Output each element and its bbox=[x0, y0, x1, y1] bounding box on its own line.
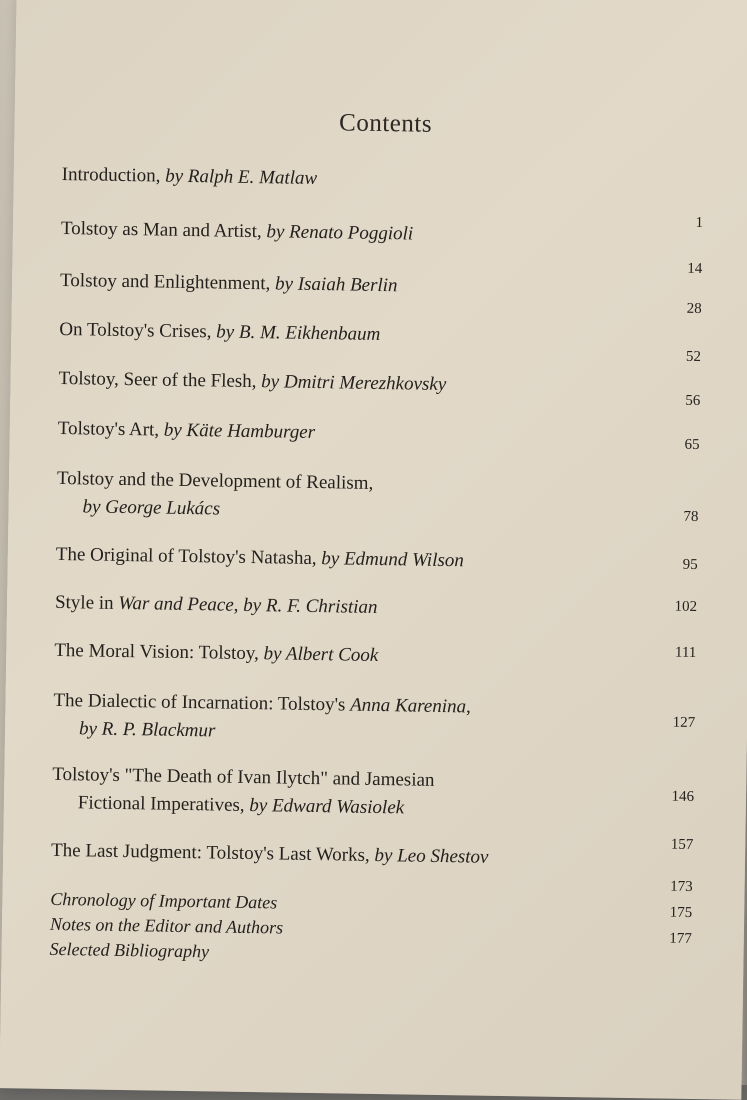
entry-page: 146 bbox=[671, 788, 695, 805]
toc-entry bbox=[52, 761, 613, 826]
back-matter-list bbox=[49, 887, 610, 971]
toc-entry bbox=[58, 415, 618, 452]
entry-title-post: , bbox=[465, 696, 471, 718]
entry-title: The Moral Vision: Tolstoy, bbox=[54, 639, 264, 665]
toc-entry bbox=[61, 215, 621, 252]
entry-author: by George Lukács bbox=[82, 496, 221, 520]
entry-title: Tolstoy as Man and Artist, bbox=[60, 217, 267, 243]
entry-author: by Isaiah Berlin bbox=[274, 273, 398, 297]
entry-page: 102 bbox=[674, 598, 698, 616]
toc-entry bbox=[58, 365, 618, 402]
toc-entry bbox=[55, 589, 615, 626]
toc-entry bbox=[54, 637, 614, 674]
entry-page: 14 bbox=[687, 260, 703, 278]
entry-title: Tolstoy and Enlightenment, bbox=[59, 269, 276, 295]
entry-page: 56 bbox=[685, 392, 701, 410]
back-matter-page: 177 bbox=[669, 930, 692, 947]
entry-title: Tolstoy's Art, bbox=[57, 417, 165, 441]
entry-title-italic: Anna Karenina bbox=[349, 694, 467, 718]
toc-entry bbox=[59, 316, 619, 353]
entry-page: 65 bbox=[684, 436, 700, 454]
entry-title: Tolstoy and the Development of Realism, bbox=[56, 467, 374, 494]
entry-title: Tolstoy, Seer of the Flesh, bbox=[58, 367, 262, 393]
back-matter-item: Notes on the Editor and Authors bbox=[49, 913, 284, 938]
toc-entry bbox=[56, 541, 616, 578]
toc-entry bbox=[62, 161, 622, 198]
entry-author: by B. M. Eikhenbaum bbox=[216, 321, 381, 345]
entry-title-post: , bbox=[233, 594, 244, 616]
entry-author: by Edmund Wilson bbox=[321, 548, 465, 572]
entry-page: 78 bbox=[683, 508, 699, 526]
back-matter-item: Selected Bibliography bbox=[49, 938, 210, 962]
entry-author: by Albert Cook bbox=[263, 643, 379, 667]
toc-entry bbox=[51, 837, 611, 874]
entry-title: Tolstoy's "The Death of Ivan Ilytch" and Jamesian bbox=[52, 763, 435, 791]
entry-author: by Dmitri Merezhkovsky bbox=[261, 371, 447, 396]
entry-title: The Last Judgment: Tolstoy's Last Works, bbox=[50, 839, 375, 866]
back-matter-page: 175 bbox=[669, 904, 693, 921]
entry-author: by Edward Wasiolek bbox=[249, 794, 405, 819]
back-matter-page: 173 bbox=[670, 878, 693, 895]
entry-page: 52 bbox=[685, 348, 702, 366]
entry-page: 127 bbox=[672, 714, 696, 731]
entry-author: by Renato Poggioli bbox=[266, 221, 414, 245]
entry-title-pre: Style in bbox=[54, 591, 119, 614]
entry-title-italic: War and Peace bbox=[118, 592, 234, 616]
entry-title: Introduction, bbox=[61, 163, 166, 187]
toc-entry bbox=[56, 465, 617, 530]
contents-title: Contents bbox=[338, 109, 433, 138]
entry-page: 1 bbox=[695, 214, 704, 232]
entry-page: 95 bbox=[682, 556, 698, 574]
entry-author: by R. P. Blackmur bbox=[78, 718, 216, 742]
entry-page: 157 bbox=[670, 836, 694, 853]
entry-title-line2: Fictional Imperatives, bbox=[77, 792, 250, 816]
entry-page: 111 bbox=[674, 644, 697, 661]
entry-page: 28 bbox=[686, 300, 702, 318]
entry-author: by R. F. Christian bbox=[243, 594, 378, 618]
entry-title: On Tolstoy's Crises, bbox=[59, 318, 217, 343]
entry-author: by Käte Hamburger bbox=[163, 419, 316, 443]
back-matter-item: Chronology of Important Dates bbox=[50, 888, 278, 913]
toc-entry bbox=[60, 267, 620, 304]
entry-author: by Ralph E. Matlaw bbox=[165, 165, 318, 189]
entry-author: by Leo Shestov bbox=[374, 844, 489, 868]
entry-title: The Original of Tolstoy's Natasha, bbox=[55, 543, 322, 570]
toc-entry bbox=[53, 687, 614, 752]
entry-title-pre: The Dialectic of Incarnation: Tolstoy's bbox=[53, 689, 351, 716]
